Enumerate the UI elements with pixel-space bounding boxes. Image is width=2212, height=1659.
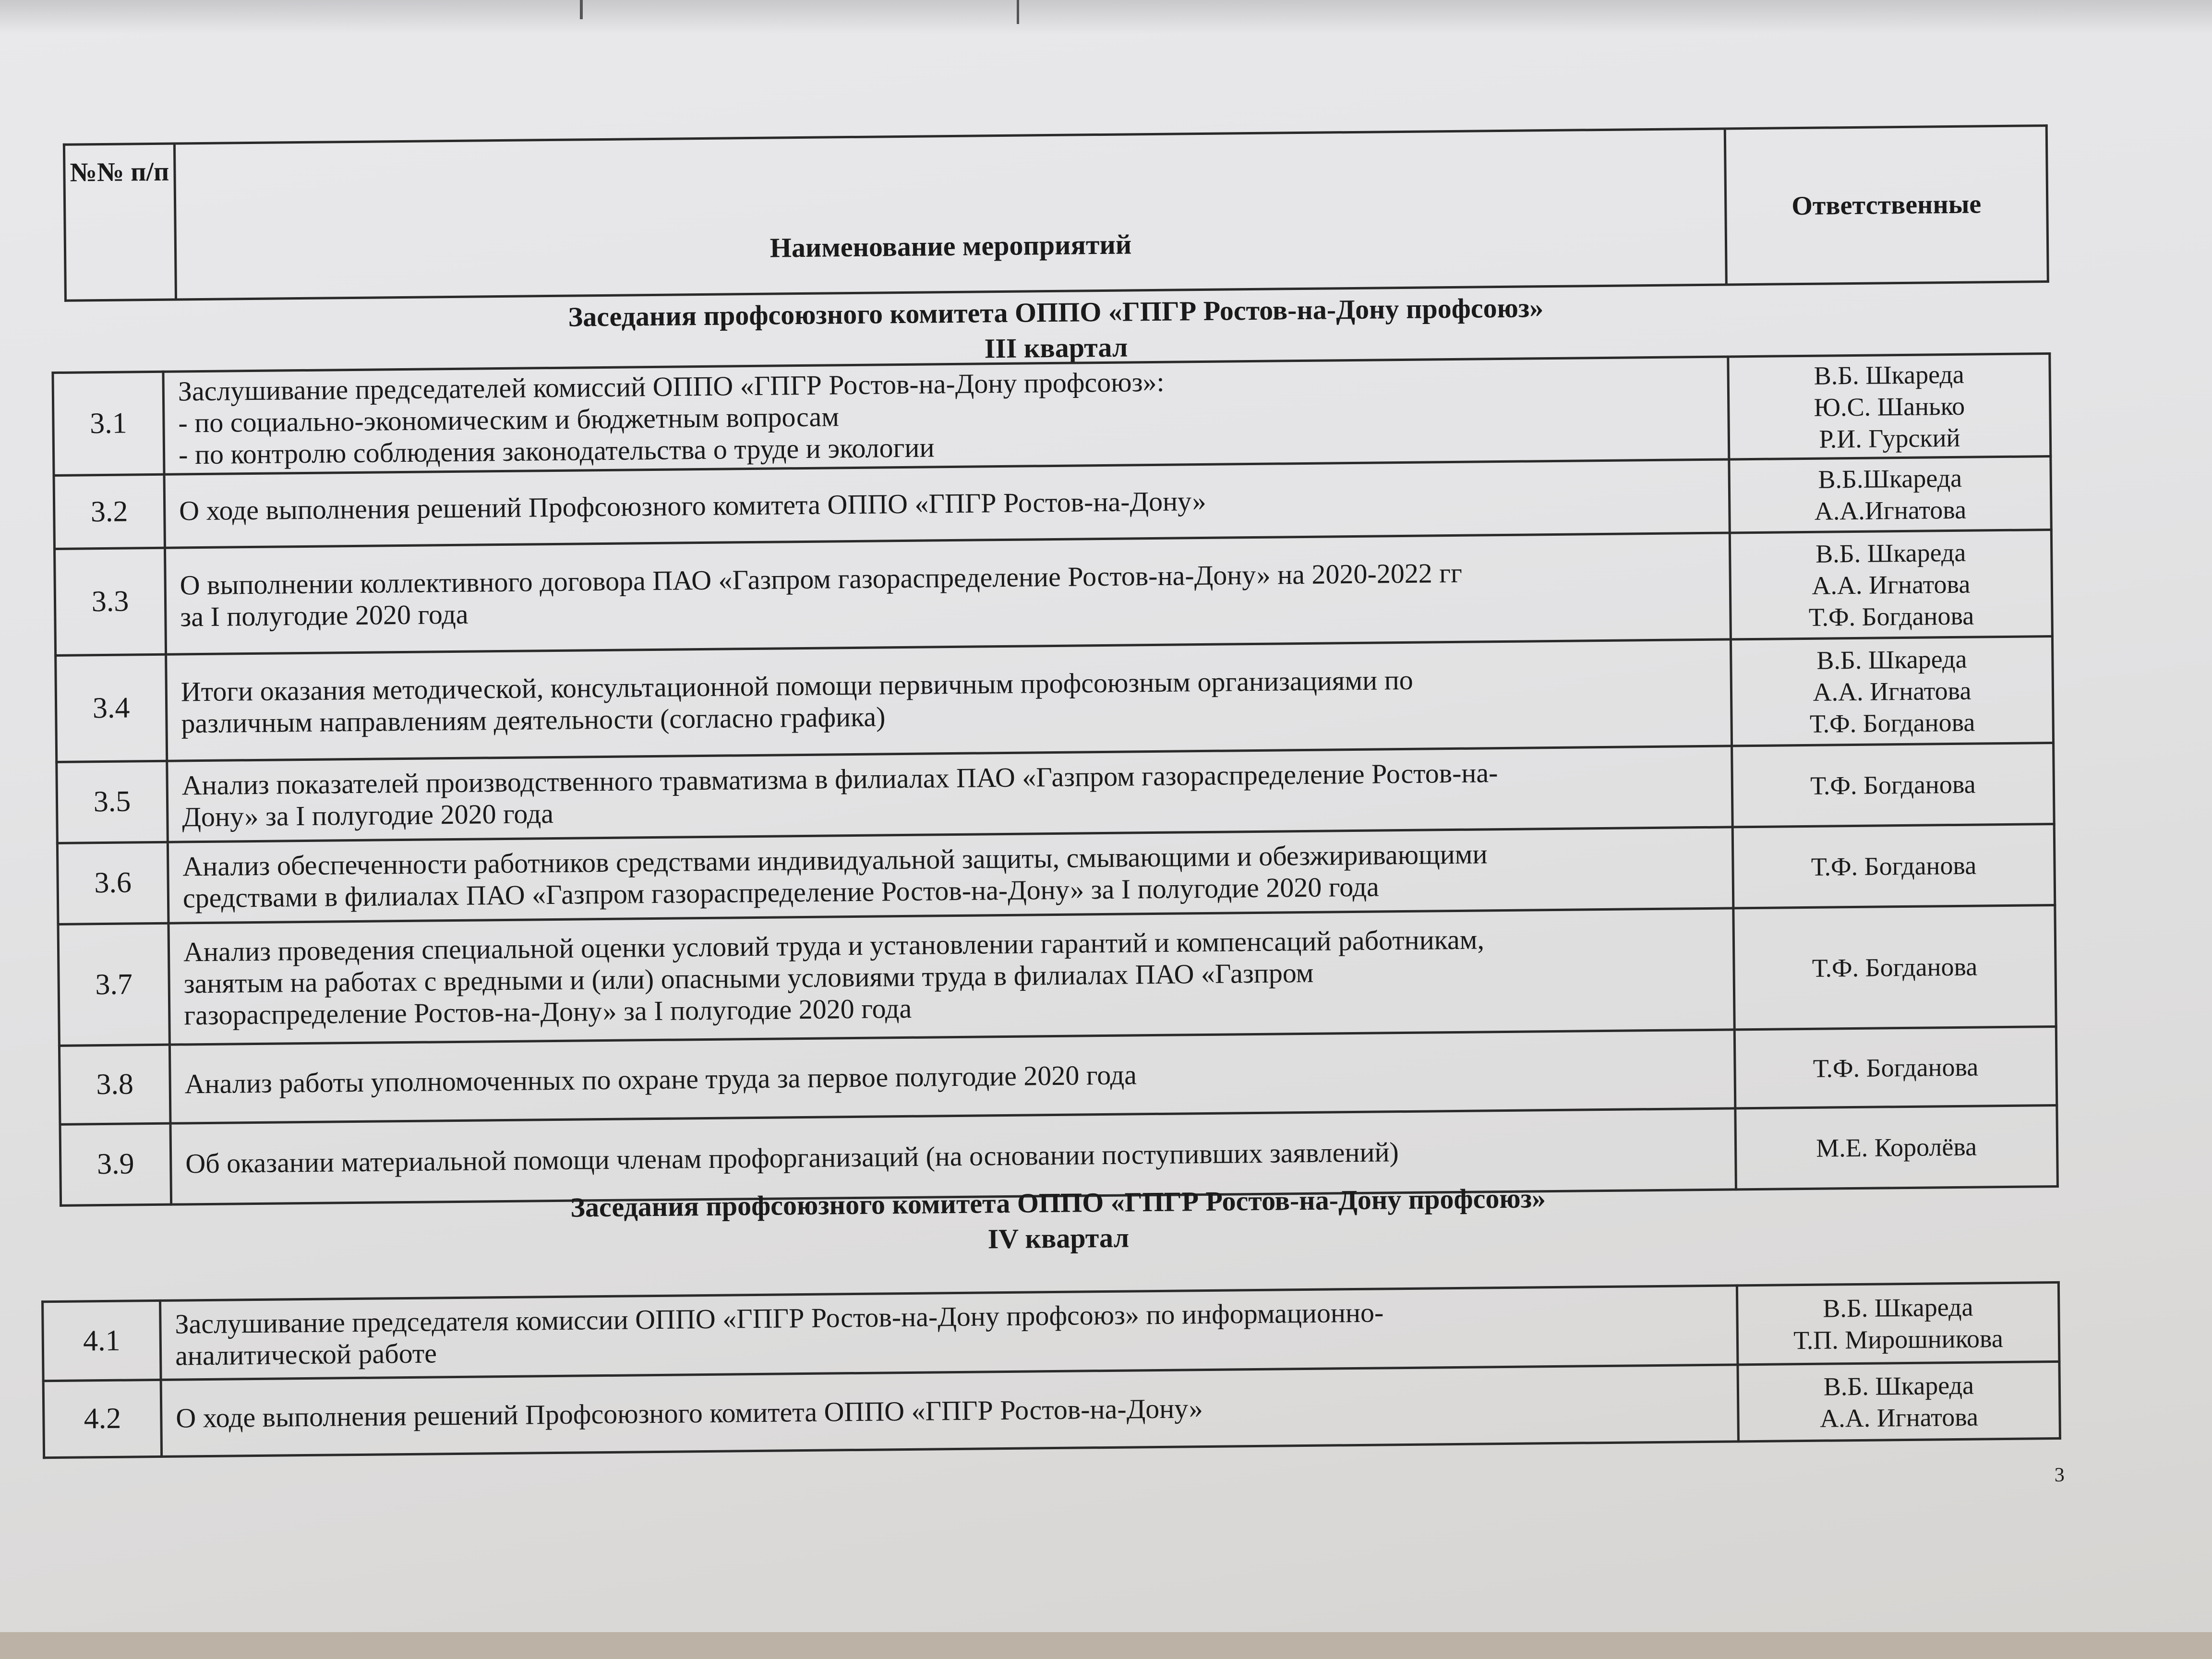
responsible-name: В.Б. Шкареда: [1815, 538, 1966, 568]
row-responsible: [1732, 824, 2055, 908]
row-text: [166, 639, 1732, 761]
row-text-line: различным направлениям деятельности (согласно графика): [181, 700, 886, 739]
row-text-line: Заслушивание председателя комиссии ОППО «ГПГР Ростов-на-Дону профсоюз» по информационно-: [175, 1297, 1384, 1340]
row-text-line: Об оказании материальной помощи членам профорганизаций (на основании поступивших заявлений): [185, 1136, 1399, 1179]
section-subtitle-text: IV квартал: [987, 1222, 1130, 1255]
responsible-name: Т.Ф. Богданова: [1809, 708, 1975, 738]
row-number: 4.1: [43, 1300, 161, 1381]
row-text: [164, 459, 1730, 548]
row-text-line: О ходе выполнения решений Профсоюзного комитета ОППО «ГПГР Ростов-на-Дону»: [176, 1392, 1203, 1434]
row-text-line: Анализ проведения специальной оценки условий труда и установлении гарантий и компенсаций работникам,: [183, 924, 1485, 968]
row-responsible: [1731, 637, 2053, 746]
section-subtitle-text: III квартал: [984, 331, 1128, 364]
row-number: 3.9: [60, 1123, 171, 1205]
table-row: [54, 530, 2052, 656]
row-responsible: [1733, 905, 2056, 1030]
row-responsible: [1728, 354, 2051, 460]
row-text-line: О ходе выполнения решений Профсоюзного комитета ОППО «ГПГР Ростов-на-Дону»: [179, 485, 1206, 527]
row-number: 3.2: [54, 475, 165, 549]
row-text-line: средствами в филиалах ПАО «Газпром газораспределение Ростов-на-Дону» за I полугодие 2020 года: [182, 871, 1380, 914]
table-row: [56, 637, 2054, 762]
row-text-line: - по контролю соблюдения законодательства о труде и экологии: [178, 432, 935, 470]
row-text-line: аналитической работе: [175, 1337, 437, 1371]
row-text-line: Итоги оказания методической, консультационной помощи первичным профсоюзным организациями по: [180, 664, 1413, 708]
q3-table: [51, 352, 2059, 1207]
row-text: [165, 533, 1731, 654]
row-text-line: занятым на работах с вредными и (или) опасными условиями труда в филиалах ПАО «Газпром: [183, 957, 1314, 999]
row-number: 3.1: [53, 372, 164, 476]
responsible-name: Т.П. Мирошникова: [1793, 1324, 2004, 1355]
row-text-line: Дону» за I полугодие 2020 года: [182, 797, 554, 833]
row-responsible: [1729, 457, 2051, 533]
header-name-cell: [174, 129, 1726, 300]
row-text: [168, 827, 1733, 923]
q4-table: [41, 1281, 2061, 1459]
responsible-name: В.Б. Шкареда: [1814, 360, 1965, 390]
row-text-line: Анализ обеспеченности работников средствами индивидуальной защиты, смывающими и обезжиривающими: [182, 838, 1488, 882]
row-text-line: Анализ показателей производственного травматизма в филиалах ПАО «Газпром газораспределение Ростов-на-: [181, 757, 1498, 801]
table-row: [58, 905, 2056, 1046]
header-name-label: Наименование мероприятий: [769, 228, 1132, 264]
row-number: 3.5: [57, 761, 168, 843]
row-text: [160, 1286, 1738, 1380]
header-resp-cell: [1725, 126, 2048, 285]
row-responsible: [1732, 743, 2055, 827]
responsible-name: Т.Ф. Богданова: [1811, 851, 1977, 881]
responsible-name: А.А. Игнатова: [1813, 676, 1972, 707]
row-text-line: Заслушивание председателей комиссий ОППО «ГПГР Ростов-на-Дону профсоюз»:: [178, 366, 1165, 407]
page-number: 3: [2054, 1464, 2065, 1487]
responsible-name: Т.Ф. Богданова: [1813, 1052, 1979, 1083]
row-responsible: [1730, 530, 2052, 639]
table-row: [53, 354, 2051, 476]
row-text: [168, 908, 1734, 1045]
row-responsible: [1734, 1027, 2057, 1108]
section-title-text: Заседания профсоюзного комитета ОППО «ГПГР Ростов-на-Дону профсоюз»: [568, 292, 1544, 333]
responsible-name: В.Б. Шкареда: [1823, 1292, 1973, 1323]
header-num-label: №№ п/п: [70, 156, 169, 188]
responsible-name: В.Б.Шкареда: [1818, 464, 1962, 494]
desk-surface: [0, 1632, 2212, 1659]
row-text-line: О выполнении коллективного договора ПАО «Газпром газораспределение Ростов-на-Дону» на 2020-2022 гг: [180, 557, 1463, 601]
row-text: [167, 746, 1732, 842]
row-text: [161, 1365, 1738, 1457]
row-text: [169, 1030, 1735, 1123]
row-text-line: газораспределение Ростов-на-Дону» за I полугодие 2020 года: [184, 992, 912, 1031]
row-text-line: за I полугодие 2020 года: [180, 598, 469, 633]
row-number: 3.6: [57, 842, 168, 924]
responsible-name: Т.Ф. Богданова: [1812, 952, 1978, 983]
responsible-name: А.А. Игнатова: [1812, 569, 1971, 600]
responsible-name: Т.Ф. Богданова: [1810, 769, 1976, 800]
responsible-name: В.Б. Шкареда: [1823, 1370, 1974, 1401]
responsible-name: В.Б. Шкареда: [1816, 644, 1967, 675]
row-responsible: [1737, 1282, 2059, 1364]
responsible-name: Ю.С. Шанько: [1814, 391, 1965, 422]
row-responsible: [1738, 1361, 2060, 1441]
responsible-name: Р.И. Гурский: [1819, 423, 1960, 454]
row-text-line: - по социально-экономическим и бюджетным вопросам: [178, 400, 840, 439]
row-number: 4.2: [43, 1380, 162, 1457]
responsible-name: А.А.Игнатова: [1814, 495, 1967, 526]
row-number: 3.3: [54, 548, 166, 656]
section-title-text: Заседания профсоюзного комитета ОППО «ГПГР Ростов-на-Дону профсоюз»: [570, 1182, 1546, 1223]
header-resp-label: Ответственные: [1791, 189, 1982, 221]
row-number: 3.4: [56, 654, 167, 762]
responsible-name: А.А. Игнатова: [1819, 1402, 1979, 1433]
row-number: 3.7: [58, 923, 169, 1046]
row-text: [163, 357, 1729, 475]
row-text-line: Анализ работы уполномоченных по охране труда за первое полугодие 2020 года: [184, 1059, 1137, 1100]
row-number: 3.8: [59, 1045, 170, 1125]
header-num-cell: [64, 144, 176, 301]
header-table: [63, 124, 2049, 302]
responsible-name: Т.Ф. Богданова: [1808, 601, 1974, 632]
responsible-name: М.Е. Королёва: [1815, 1132, 1977, 1163]
